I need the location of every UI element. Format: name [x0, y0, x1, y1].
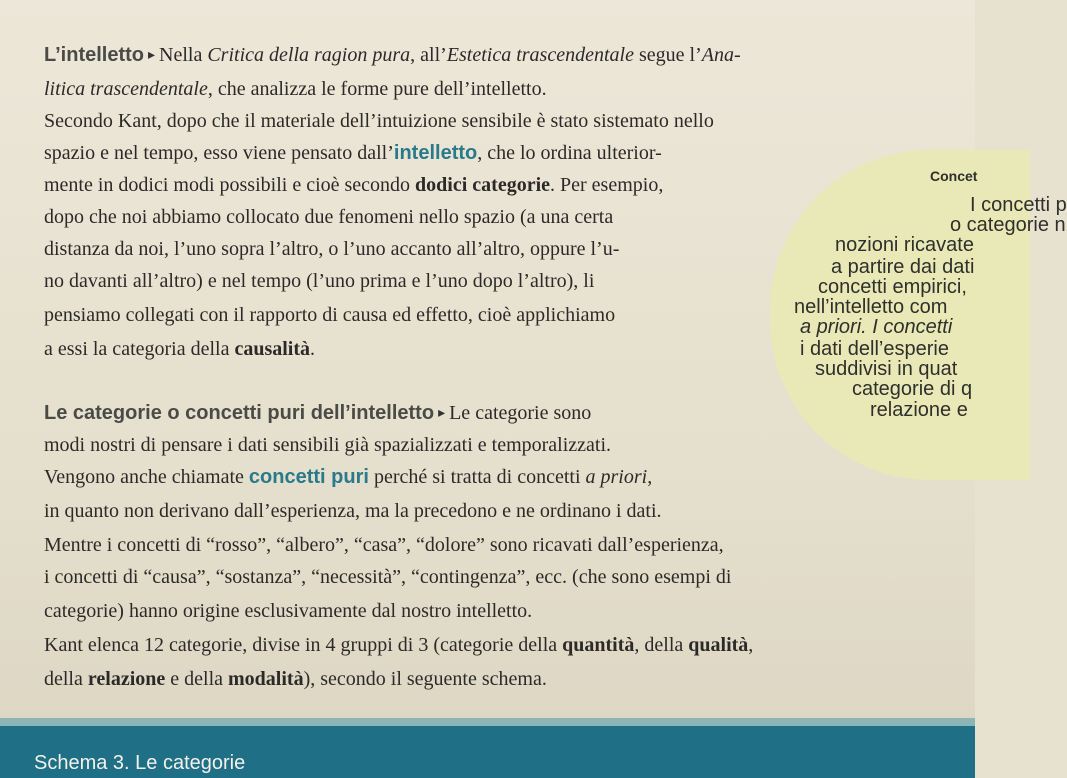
definition-line: categorie di q — [852, 378, 973, 400]
bold-term: relazione — [87, 668, 166, 690]
text-span: Kant elenca 12 categorie, divise in 4 gruppi di 3 (categorie della — [44, 634, 563, 656]
text-span: , — [647, 466, 653, 488]
text-span: ), secondo il seguente schema. — [303, 668, 547, 690]
text-span: , che analizza le forme pure dell’intelletto. — [207, 78, 547, 100]
text-span: spazio e nel tempo, esso viene pensato dall’ — [44, 142, 394, 164]
paragraph-line: in quanto non derivano dall’esperienza, ma la precedono e ne ordinano i dati. — [44, 500, 662, 522]
paragraph-line — [44, 140, 662, 166]
bold-term: causalità — [234, 338, 311, 360]
schema-band — [0, 726, 975, 778]
text-span: mente in dodici modi possibili e cioè secondo — [44, 174, 416, 196]
arrow-icon: ▸ — [148, 48, 156, 63]
text-span: della — [44, 668, 88, 690]
text-span: . Per esempio, — [550, 174, 664, 196]
definition-line: I concetti p — [970, 194, 1067, 216]
definition-line: suddivisi in quat — [815, 358, 958, 380]
section-heading: L’intelletto — [44, 44, 144, 66]
bold-term: modalità — [228, 668, 304, 690]
definition-line: relazione e — [870, 399, 968, 421]
italic-title: litica trascendentale — [44, 78, 208, 100]
paragraph-line: modi nostri di pensare i dati sensibili già spazializzati e temporalizzati. — [44, 434, 612, 456]
text-span: Le categorie sono — [449, 402, 592, 424]
paragraph-line: i concetti di “causa”, “sostanza”, “necessità”, “contingenza”, ecc. (che sono esempi di — [44, 566, 732, 588]
definition-box-title: Concet — [930, 168, 978, 184]
text-span: segue l’ — [633, 44, 702, 66]
definition-line: nozioni ricavate — [835, 234, 974, 256]
band-edge — [0, 718, 975, 726]
paragraph-line: categorie) hanno origine esclusivamente dal nostro intelletto. — [44, 600, 533, 622]
paragraph-line — [44, 336, 315, 362]
paragraph-line: Secondo Kant, dopo che il materiale dell’intuizione sensibile è stato sistemato nello — [44, 110, 714, 132]
paragraph-line: pensiamo collegati con il rapporto di causa ed effetto, cioè applichiamo — [44, 304, 616, 326]
definition-line: concetti empirici, — [818, 276, 967, 298]
text-span: Nella — [159, 44, 208, 66]
text-span: , — [748, 634, 754, 656]
bold-term: qualità — [688, 634, 749, 656]
text-span: , che lo ordina ulterior- — [477, 142, 662, 164]
paragraph-line — [44, 172, 663, 198]
section-heading: Le categorie o concetti puri dell’intelletto — [44, 402, 435, 424]
arrow-icon: ▸ — [438, 406, 446, 421]
paragraph-line — [44, 76, 547, 102]
paragraph-line — [44, 464, 652, 490]
paragraph-line: Mentre i concetti di “rosso”, “albero”, “casa”, “dolore” sono ricavati dall’esperienza, — [44, 534, 724, 556]
paragraph-line — [44, 400, 591, 429]
text-span: , della — [634, 634, 689, 656]
text-span: , all’ — [410, 44, 447, 66]
text-span: a essi la categoria della — [44, 338, 235, 360]
definition-line: o categorie n — [950, 214, 1066, 236]
paragraph-line — [44, 666, 547, 692]
definition-line: nell’intelletto com — [794, 296, 948, 318]
text-span: Vengono anche chiamate — [44, 466, 249, 488]
paragraph-line: no davanti all’altro) e nel tempo (l’uno prima e l’uno dopo l’altro), li — [44, 270, 595, 292]
bold-term: quantità — [562, 634, 635, 656]
text-span: e della — [165, 668, 229, 690]
key-term: intelletto — [393, 142, 478, 164]
definition-box — [770, 150, 1067, 480]
definition-line: a priori. I concetti — [800, 316, 953, 338]
paragraph-line: distanza da noi, l’uno sopra l’altro, o l’uno accanto all’altro, oppure l’u- — [44, 238, 620, 260]
italic-title: Ana- — [701, 44, 741, 66]
paragraph-line — [44, 42, 741, 71]
schema-label: Schema 3. Le categorie — [34, 752, 246, 774]
italic-title: Critica della ragion pura — [207, 44, 411, 66]
paragraph-line: dopo che noi abbiamo collocato due fenomeni nello spazio (a una certa — [44, 206, 614, 228]
text-span: . — [310, 338, 316, 360]
paragraph-line — [44, 632, 753, 658]
key-term: concetti puri — [248, 466, 369, 488]
definition-line: i dati dell’esperie — [800, 338, 949, 360]
italic-term: a priori — [585, 466, 648, 488]
definition-line: a partire dai dati — [831, 256, 975, 278]
bold-term: dodici categorie — [415, 174, 551, 196]
text-span: perché si tratta di concetti — [368, 466, 586, 488]
italic-title: Estetica trascendentale — [446, 44, 634, 66]
